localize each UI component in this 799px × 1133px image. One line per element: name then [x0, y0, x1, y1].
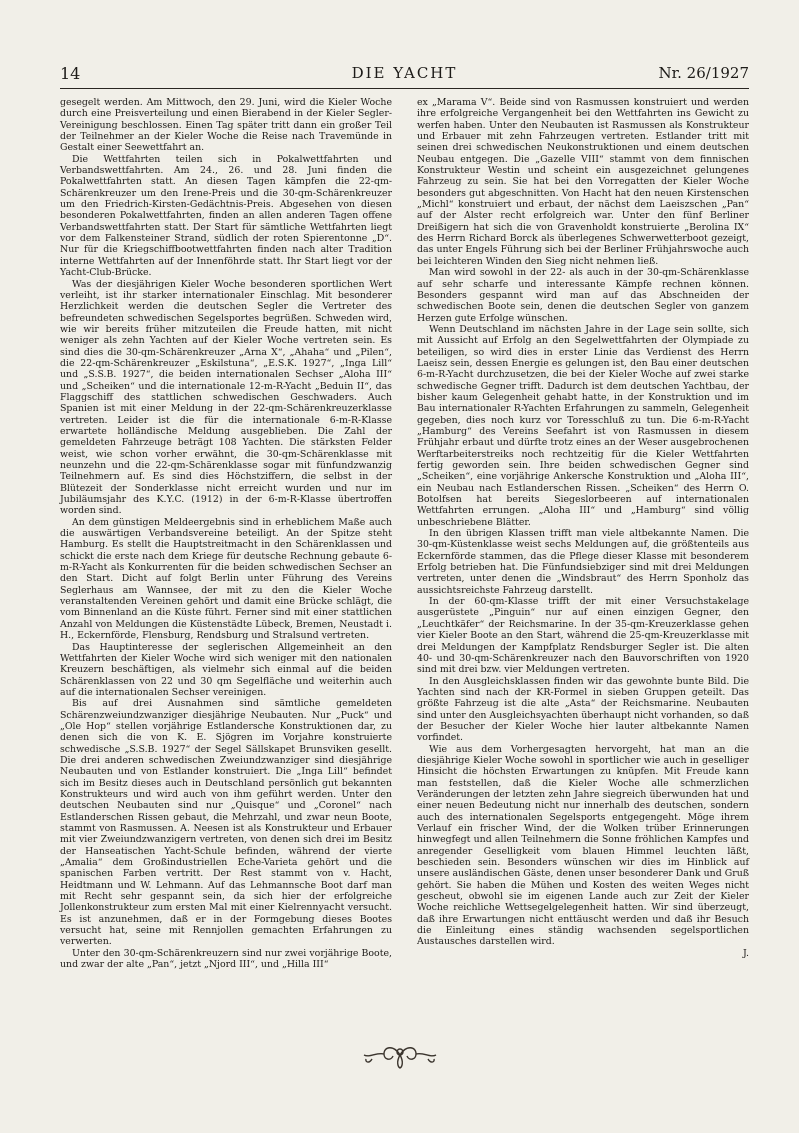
paragraph: An dem günstigen Meldeergebnis sind in erheblichem Maße auch die auswärtigen Verbandsvereine beteiligt. An der Spitze steht Hamburg. Es stellt die Hauptstreitmacht in den Schärenklassen und schickt die erste nach dem Kriege für deutsche Rechnung gebaute 6-m-R-Yacht als Konkurrenten für die beiden schwedischen Sechser an den Start. Dicht auf folgt Berlin unter Führung des Vereins Seglerhaus am Wannsee, der mit zu den die Kieler Woche veranstaltenden Vereinen gehört und damit eine Brücke schlägt, die vom Binnenland an die Küste führt. Ferner sind mit einer stattlichen Anzahl von Meldungen die Küstenstädte Lübeck, Bremen, Neustadt i. H., Eckernförde, Flensburg, Rendsburg und Stralsund vertreten.	[60, 516, 392, 642]
paragraph: Unter den 30-qm-Schärenkreuzern sind nur zwei vorjährige Boote, und zwar der alte „Pan“, jetzt „Njord III“, und „Hilla III“	[60, 947, 392, 971]
journal-title: DIE YACHT	[351, 64, 458, 82]
paragraph: In den Ausgleichsklassen finden wir das gewohnte bunte Bild. Die Yachten sind nach der KR-Formel in sieben Gruppen geteilt. Das größte Fahrzeug ist die alte „Asta“ der Reichsmarine. Neubauten sind unter den Ausgleichsyachten überhaupt nicht vorhanden, so daß der Besucher der Kieler Woche hier lauter altbekannte Namen vorfindet.	[417, 675, 749, 744]
paragraph: Wenn Deutschland im nächsten Jahre in der Lage sein sollte, sich mit Aussicht auf Erfolg an den Segelwettfahrten der Olympiade zu beteiligen, so wird dies in erster Linie das Verdienst des Herrn Laeisz sein, dessen Energie es gelungen ist, den Bau einer deutschen 6-m-R-Yacht durchzusetzen, die bei der Kieler Woche auf zwei starke schwedische Gegner trifft. Dadurch ist dem deutschen Yachtbau, der bisher kaum Gelegenheit gehabt hatte, in der Konstruktion und im Bau internationaler R-Yachten Erfahrungen zu sammeln, Gelegenheit gegeben, dies noch kurz vor Toresschluß zu tun. Die 6-m-R-Yacht „Hamburg“ des Vereins Seefahrt ist von Rasmussen in diesem Frühjahr erbaut und dürfte trotz eines an der Weser ausgebrochenen Werftarbeiterstreiks noch rechtzeitig für die Kieler Wettfahrten fertig geworden sein. Ihre beiden schwedischen Gegner sind „Scheiken“, eine vorjährige Ankersche Konstruktion und „Aloha III“, ein Neubau nach Estlanderschen Rissen. „Scheiken“ des Herrn O. Botolfsen hat bereits Siegeslorbeeren auf internationalen Wettfahrten errungen. „Aloha III“ und „Hamburg“ sind völlig unbeschriebene Blätter.	[417, 323, 749, 528]
paragraph: ex „Marama V“. Beide sind von Rasmussen konstruiert und werden ihre erfolgreiche Vergangenheit bei den Wettfahrten ins Gewicht zu werfen haben. Unter den Neubauten ist Rasmussen als Konstrukteur und Erbauer mit zehn Fahrzeugen vertreten. Estlander tritt mit seinen drei schwedischen Neukonstruktionen und einem deutschen Neubau entgegen. Die „Gazelle VIII“ stammt von dem finnischen Konstrukteur Westin und scheint ein ausgezeichnet gelungenes Fahrzeug zu sein. Sie hat bei den Vorregatten der Kieler Woche besonders gut abgeschnitten. Von Hacht hat den neuen Kirstenschen „Michl“ konstruiert und erbaut, der nächst dem Laeiszschen „Pan“ auf der Alster recht erfolgreich war. Unter den fünf Berliner Dreißigern hat sich die von Gravenholdt konstruierte „Berolina IX“ des Herrn Richard Borck als überlegenes Schwerwetterboot gezeigt, das unter Engels Führung sich bei der Berliner Frühjahrswoche auch bei leichteren Winden den Sieg nicht nehmen ließ.	[417, 97, 749, 267]
issue-number: Nr. 26/1927	[658, 64, 749, 82]
paragraph: Das Hauptinteresse der seglerischen Allgemeinheit an den Wettfahrten der Kieler Woche wird sich weniger mit den nationalen Kreuzern beschäftigen, als vielmehr sich einmal auf die beiden Schärenklassen von 22 und 30 qm Segelfläche und weiterhin auch auf die internationalen Sechser vereinigen.	[60, 641, 392, 698]
author-signature: J.	[742, 947, 749, 959]
paragraph: Wie aus dem Vorhergesagten hervorgeht, hat man an die diesjährige Kieler Woche sowohl in sportlicher wie auch in geselliger Hinsicht die höchsten Erwartungen zu knüpfen. Mit Freude kann man feststellen, daß die Kieler Woche alle schmerzlichen Veränderungen der letzten zehn Jahre siegreich überwunden hat und einer neuen Bedeutung nicht nur innerhalb des deutschen, sondern auch des internationalen Segelsports entgegengeht. Möge ihrem Verlauf ein frischer Wind, der die Wolken trüber Erinnerungen hinwegfegt und allen Teilnehmern die Sonne fröhlichen Kampfes und anregender Geselligkeit vom blauen Himmel leuchten läßt, beschieden sein. Besonders wünschen wir dies im Hinblick auf unsere ausländischen Gäste, denen unser besonderer Dank und Gruß gehört. Sie haben die Mühen und Kosten des weiten Weges nicht gescheut, obwohl sie im eigenen Lande auch zur Zeit der Kieler Woche reichliche Wettsegelgelegenheit hatten. Wir sind überzeugt, daß ihre Erwartungen nicht enttäuscht werden und daß ihr Besuch die Einleitung eines ständig wachsenden segelsportlichen Austausches darstellen wird.	[417, 743, 749, 948]
paragraph: In der 60-qm-Klasse trifft der mit einer Versuchstakelage ausgerüstete „Pinguin“ nur auf einen einzigen Gegner, den „Leuchtkäfer“ der Reichsmarine. In der 35-qm-Kreuzerklasse gehen vier Kieler Boote an den Start, während die 25-qm-Kreuzerklasse mit drei Meldungen der Kampfplatz Rendsburger Segler ist. Die alten 40- und 30-qm-Schärenkreuzer nach den Bauvorschriften von 1920 sind mit drei bzw. vier Meldungen vertreten.	[417, 596, 749, 676]
right-column	[417, 97, 749, 959]
page-number: 14	[60, 64, 81, 83]
page-header	[60, 64, 749, 86]
paragraph: In den übrigen Klassen trifft man viele altbekannte Namen. Die 30-qm-Küstenklasse weist sechs Meldungen auf, die größtenteils aus Eckernförde stammen, das die Pflege dieser Klasse mit besonderem Erfolg betrieben hat. Die Fünfundsiebziger sind mit drei Meldungen vertreten, unter denen die „Windsbraut“ des Herrn Sponholz das aussichtsreichste Fahrzeug darstellt.	[417, 528, 749, 596]
floral-ornament-icon	[360, 1040, 440, 1070]
header-rule	[60, 88, 749, 89]
paragraph: gesegelt werden. Am Mittwoch, den 29. Juni, wird die Kieler Woche durch eine Preisverteilung und einen Bierabend in der Kieler Segler-Vereinigung beschlossen. Einen Tag später tritt dann ein großer Teil der Teilnehmer an der Kieler Woche die Reise nach Travemünde in Gestalt einer Seewettfahrt an.	[60, 97, 392, 154]
article-body	[60, 97, 749, 971]
paragraph: Was der diesjährigen Kieler Woche besonderen sportlichen Wert verleiht, ist ihr starker internationaler Einschlag. Mit besonderer Herzlichkeit werden die deutschen Segler die Vertreter des befreundeten schwedischen Segelsportes begrüßen. Schweden wird, wie wir bereits früher mitzuteilen die Freude hatten, mit nicht weniger als zehn Yachten auf der Kieler Woche vertreten sein. Es sind dies die 30-qm-Schärenkreuzer „Arna X“, „Ahaha“ und „Pilen“, die 22-qm-Schärenkreuzer „Eskilstuna“, „E.S.K. 1927“, „Inga Lill“ und „S.S.B. 1927“, die beiden internationalen Sechser „Aloha III“ und „Scheiken“ und die internationale 12-m-R-Yacht „Beduin II“, das Flaggschiff des stattlichen schwedischen Geschwaders. Auch Spanien ist mit einer Meldung in der 22-qm-Schärenkreuzerklasse vertreten. Leider ist die für die internationale 6-m-R-Klasse erwartete holländische Meldung ausgeblieben. Die Zahl der gemeldeten Fahrzeuge beträgt 108 Yachten. Die stärksten Felder weist, wie schon vorher erwähnt, die 30-qm-Schärenklasse mit neunzehn und die 22-qm-Schärenklasse sogar mit fünfundzwanzig Teilnehmern auf. Es sind dies Höchstziffern, die selbst in der Blütezeit der Sonderklasse nicht erreicht wurden und nur im Jubiläumsjahr des K.Y.C. (1912) in der 6-m-R-Klasse übertroffen worden sind.	[60, 278, 392, 517]
left-column	[60, 97, 392, 971]
paragraph: Man wird sowohl in der 22- als auch in der 30-qm-Schärenklasse auf sehr scharfe und interessante Kämpfe rechnen können. Besonders gespannt wird man auf das Abschneiden der schwedischen Boote sein, denen die deutschen Segler von ganzem Herzen gute Erfolge wünschen.	[417, 267, 749, 324]
paragraph: Die Wettfahrten teilen sich in Pokalwettfahrten und Verbandswettfahrten. Am 24., 26. und 28. Juni finden die Pokalwettfahrten statt. An diesen Tagen kämpfen die 22-qm-Schärenkreuzer um den Irene-Preis und die 30-qm-Schärenkreuzer um den Friedrich-Kirsten-Gedächtnis-Preis. Abgesehen von diesen besonderen Pokalwettfahrten, finden an allen anderen Tagen offene Verbandswettfahrten statt. Der Start für sämtliche Wettfahrten liegt vor dem Falkensteiner Strand, südlich der roten Spierentonne „D“. Nur für die Kriegschiffbootwettfahrten finden nach alter Tradition interne Wettfahrten auf der Innenföhrde statt. Ihr Start liegt vor der Yacht-Club-Brücke.	[60, 153, 392, 279]
paragraph: Bis auf drei Ausnahmen sind sämtliche gemeldeten Schärenzweiundzwanziger diesjährige Neubauten. Nur „Puck“ und „Ole Hop“ stellen vorjährige Estlandersche Konstruktionen dar, zu denen sich die von K. E. Sjögren im Vorjahre konstruierte schwedische „S.S.B. 1927“ der Segel Sällskapet Brunsviken gesellt. Die drei anderen schwedischen Zweiundzwanziger sind diesjährige Neubauten und von Estlander konstruiert. Die „Inga Lill“ befindet sich im Besitz dieses auch in Deutschland persönlich gut bekannten Konstrukteurs und wird auch von ihm geführt werden. Unter den deutschen Neubauten sind nur „Quisque“ und „Coronel“ nach Estlanderschen Rissen gebaut, die Mehrzahl, und zwar neun Boote, stammt von Rasmussen. A. Neesen ist als Konstrukteur und Erbauer mit vier Zweiundzwanzigern vertreten, von denen sich drei im Besitz der Hanseatischen Yacht-Schule befinden, während der vierte „Amalia“ dem Großindustriellen Eche-Varieta gehört und die spanischen Farben vertritt. Der Rest stammt von v. Hacht, Heidtmann und W. Lehmann. Auf das Lehmannsche Boot darf man mit Recht sehr gespannt sein, da sich hier der erfolgreiche Jollenkonstrukteur zum ersten Mal mit einer Kielrennyacht versucht. Es ist anzunehmen, daß er in der Formgebung dieses Bootes versucht hat, seine mit Rennjollen gemachten Erfahrungen zu verwerten.	[60, 698, 392, 948]
